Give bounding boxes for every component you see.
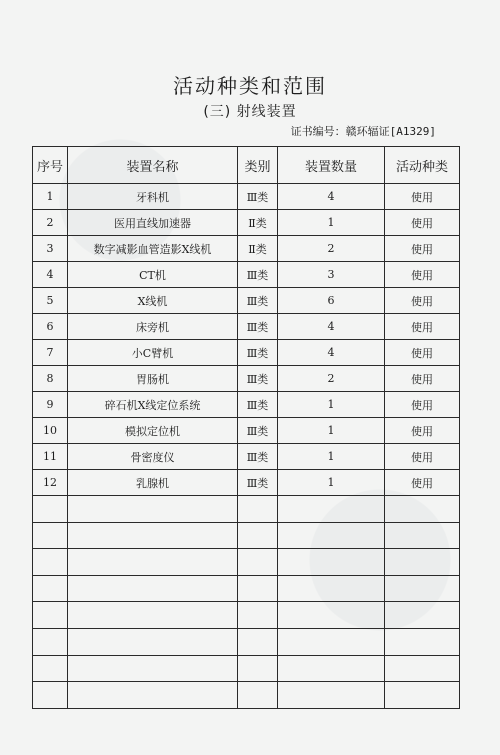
- table-row: [33, 366, 460, 392]
- empty-table-row: [33, 628, 460, 655]
- empty-table-row: [33, 496, 460, 523]
- empty-table-row: [33, 682, 460, 709]
- table-row: [33, 444, 460, 470]
- cell-serial: 10: [33, 418, 68, 444]
- cell-serial: 12: [33, 470, 68, 496]
- cell-device-name: 小C臂机: [68, 340, 238, 366]
- empty-table-row: [33, 575, 460, 602]
- cell-device-name: 乳腺机: [68, 470, 238, 496]
- cell-category: Ⅲ类: [238, 366, 278, 392]
- certificate-number-line: [291, 123, 436, 139]
- cell-category: Ⅱ类: [238, 210, 278, 236]
- section-subtitle: (三) 射线装置: [203, 104, 297, 120]
- cell-category: Ⅲ类: [238, 314, 278, 340]
- cell-quantity: 4: [278, 184, 385, 210]
- table-body: [33, 184, 460, 709]
- table-row: [33, 262, 460, 288]
- cell-device-name: 骨密度仪: [68, 444, 238, 470]
- cell-serial: 1: [33, 184, 68, 210]
- cell-serial: 8: [33, 366, 68, 392]
- empty-table-row: [33, 602, 460, 629]
- cell-quantity: 2: [278, 366, 385, 392]
- cell-quantity: 4: [278, 340, 385, 366]
- table-header-row: [33, 147, 460, 184]
- cell-device-name: CT机: [68, 262, 238, 288]
- page-title: 活动种类和范围: [173, 74, 327, 98]
- cell-category: Ⅲ类: [238, 262, 278, 288]
- cell-quantity: 3: [278, 262, 385, 288]
- table-row: [33, 340, 460, 366]
- header-serial: 序号: [33, 147, 68, 184]
- cell-activity: 使用: [385, 184, 460, 210]
- cell-category: Ⅲ类: [238, 470, 278, 496]
- header-device-name: 装置名称: [68, 147, 238, 184]
- table-row: [33, 184, 460, 210]
- header-category: 类别: [238, 147, 278, 184]
- table-row: [33, 210, 460, 236]
- cell-category: Ⅱ类: [238, 236, 278, 262]
- cell-category: Ⅲ类: [238, 288, 278, 314]
- header-activity: 活动种类: [385, 147, 460, 184]
- cell-serial: 7: [33, 340, 68, 366]
- cell-serial: 3: [33, 236, 68, 262]
- cell-activity: 使用: [385, 314, 460, 340]
- cell-activity: 使用: [385, 340, 460, 366]
- equipment-table: [32, 146, 460, 709]
- cell-category: Ⅲ类: [238, 418, 278, 444]
- cell-activity: 使用: [385, 444, 460, 470]
- cell-activity: 使用: [385, 262, 460, 288]
- cell-device-name: X线机: [68, 288, 238, 314]
- cell-device-name: 模拟定位机: [68, 418, 238, 444]
- cell-device-name: 床旁机: [68, 314, 238, 340]
- cell-quantity: 2: [278, 236, 385, 262]
- cell-quantity: 1: [278, 392, 385, 418]
- cell-serial: 5: [33, 288, 68, 314]
- cell-serial: 9: [33, 392, 68, 418]
- cell-activity: 使用: [385, 236, 460, 262]
- empty-table-row: [33, 522, 460, 549]
- cell-serial: 6: [33, 314, 68, 340]
- cell-activity: 使用: [385, 366, 460, 392]
- header-quantity: 装置数量: [278, 147, 385, 184]
- cell-quantity: 1: [278, 210, 385, 236]
- certificate-number: 赣环辐证[A1329]: [345, 125, 436, 138]
- cell-quantity: 4: [278, 314, 385, 340]
- cell-quantity: 1: [278, 418, 385, 444]
- cell-serial: 2: [33, 210, 68, 236]
- table-row: [33, 288, 460, 314]
- cell-quantity: 1: [278, 444, 385, 470]
- cell-category: Ⅲ类: [238, 184, 278, 210]
- cell-quantity: 6: [278, 288, 385, 314]
- empty-table-row: [33, 549, 460, 576]
- cell-device-name: 胃肠机: [68, 366, 238, 392]
- table-row: [33, 418, 460, 444]
- cell-device-name: 医用直线加速器: [68, 210, 238, 236]
- table-row: [33, 314, 460, 340]
- table-row: [33, 236, 460, 262]
- cell-category: Ⅲ类: [238, 340, 278, 366]
- cell-activity: 使用: [385, 392, 460, 418]
- cell-activity: 使用: [385, 418, 460, 444]
- cell-activity: 使用: [385, 288, 460, 314]
- cell-quantity: 1: [278, 470, 385, 496]
- cell-activity: 使用: [385, 470, 460, 496]
- cell-device-name: 碎石机X线定位系统: [68, 392, 238, 418]
- cell-category: Ⅲ类: [238, 392, 278, 418]
- cell-category: Ⅲ类: [238, 444, 278, 470]
- certificate-number-label: 证书编号：: [290, 125, 346, 138]
- cell-activity: 使用: [385, 210, 460, 236]
- table-row: [33, 470, 460, 496]
- table-row: [33, 392, 460, 418]
- cell-device-name: 数字减影血管造影X线机: [68, 236, 238, 262]
- empty-table-row: [33, 655, 460, 682]
- cell-serial: 11: [33, 444, 68, 470]
- cell-device-name: 牙科机: [68, 184, 238, 210]
- cell-serial: 4: [33, 262, 68, 288]
